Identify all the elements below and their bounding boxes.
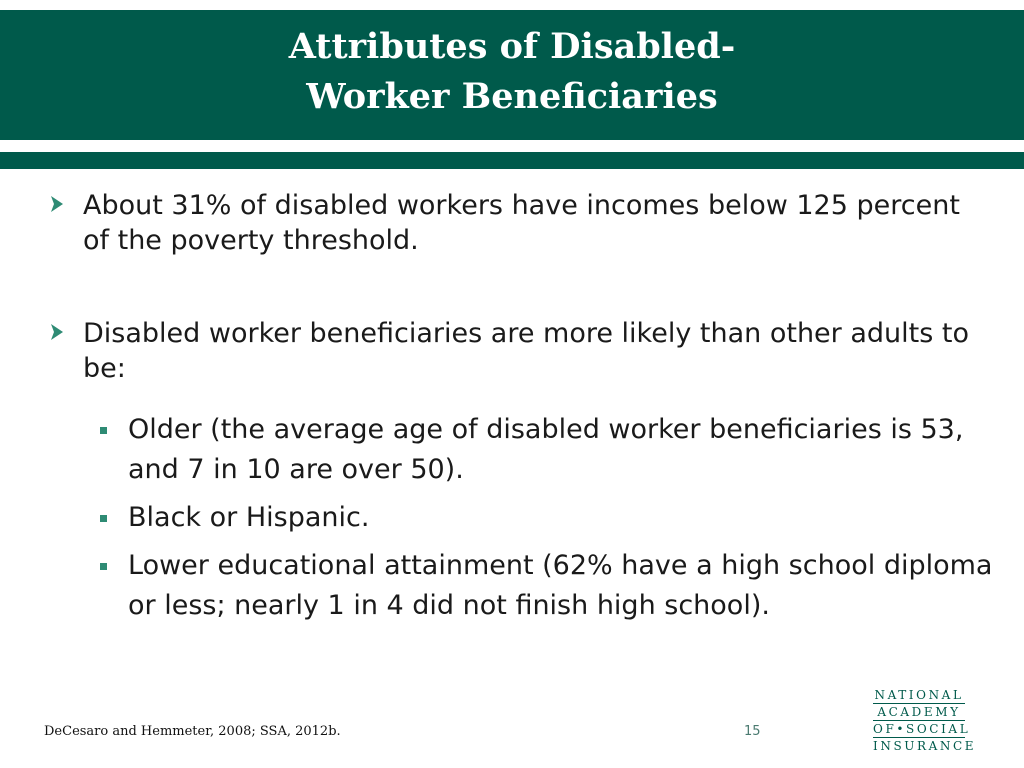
logo-line-3: OF•SOCIAL: [873, 722, 971, 736]
sub-bullet-older: [100, 410, 1000, 490]
sub-bullet-text: Lower educational attainment (62% have a high school diploma or less; nearly 1 in 4 did not finish high school).: [128, 550, 993, 621]
bullet-text: Disabled worker beneficiaries are more likely than other adults to be:: [83, 318, 969, 384]
logo-line-2: ACADEMY: [873, 705, 965, 721]
footer-citation: DeCesaro and Hemmeter, 2008; SSA, 2012b.: [44, 724, 341, 739]
sub-bullet-text: Black or Hispanic.: [128, 502, 370, 533]
bullet-item-income: [50, 188, 980, 258]
nasi-logo: [873, 688, 977, 755]
square-bullet-icon: [100, 563, 107, 570]
sub-bullet-text: Older (the average age of disabled worker beneficiaries is 53, and 7 in 10 are over 50).: [128, 414, 964, 485]
header-stripe: [0, 152, 1024, 169]
square-bullet-icon: [100, 515, 107, 522]
page-number: 15: [744, 724, 761, 739]
sub-bullet-education: [100, 546, 1000, 626]
page-title: [0, 22, 1024, 122]
bullet-item-likely: [50, 316, 980, 386]
arrow-bullet-icon: [50, 194, 64, 214]
logo-line-4: INSURANCE: [873, 739, 977, 753]
square-bullet-icon: [100, 427, 107, 434]
title-line-1: Attributes of Disabled-: [288, 26, 736, 67]
logo-line-1: NATIONAL: [874, 688, 964, 702]
sub-bullet-race: [100, 498, 1000, 538]
arrow-bullet-icon: [50, 322, 64, 342]
title-line-2: Worker Beneficiaries: [306, 76, 718, 117]
bullet-text: About 31% of disabled workers have incomes below 125 percent of the poverty threshold.: [83, 190, 960, 256]
